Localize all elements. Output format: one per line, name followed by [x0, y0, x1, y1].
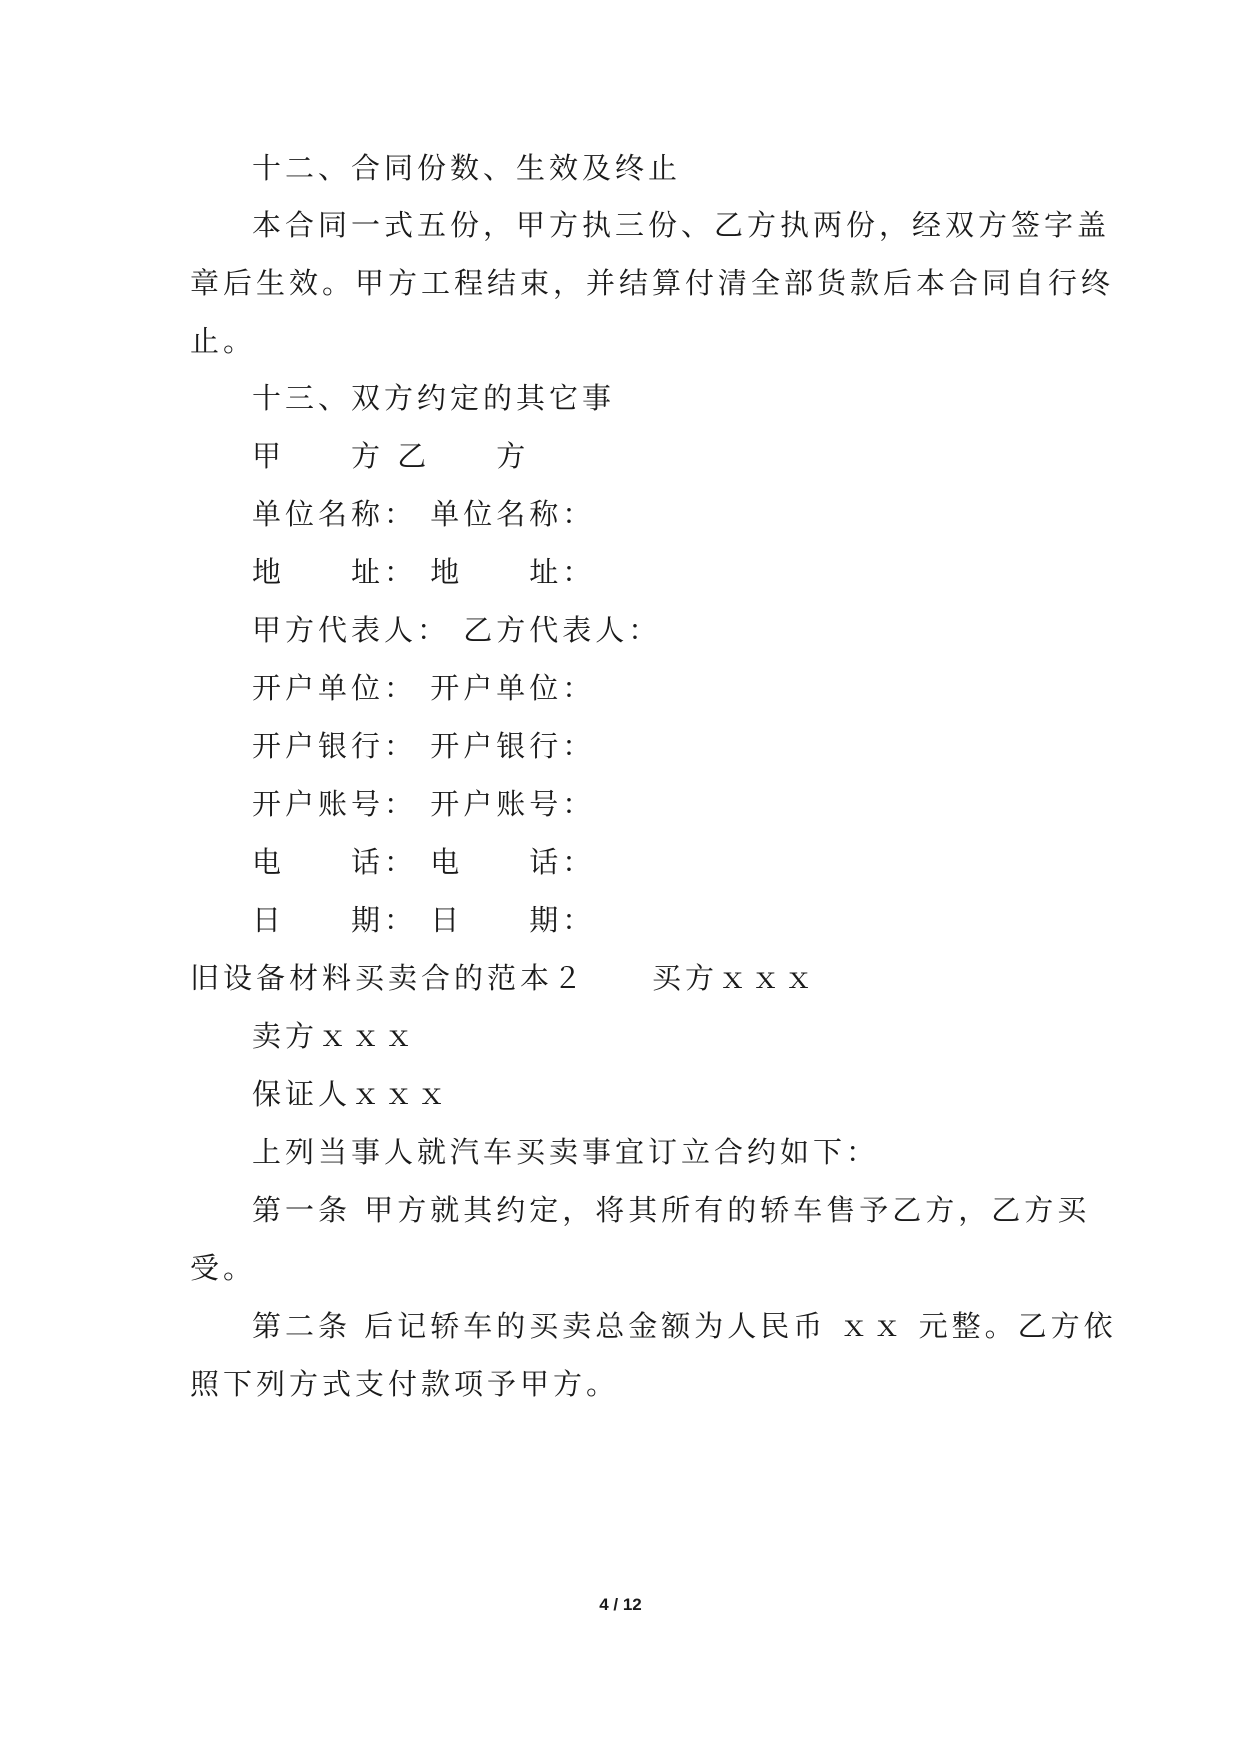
signature-field-line: 电 话： 电 话： [252, 845, 596, 879]
section-heading-12: 十二、合同份数、生效及终止 [252, 151, 682, 185]
party-line: 卖方ｘｘｘ [252, 1019, 418, 1053]
signature-field-line: 开户银行： 开户银行： [252, 729, 596, 763]
signature-field-line: 地 址： 地 址： [252, 555, 596, 589]
signature-field-line: 开户账号： 开户账号： [252, 787, 596, 821]
article-2-line: 照下列方式支付款项予甲方。 [190, 1367, 620, 1401]
signature-field-line: 甲方代表人： 乙方代表人： [252, 613, 662, 647]
paragraph-line: 上列当事人就汽车买卖事宜订立合约如下： [252, 1135, 880, 1169]
article-2-line: 第二条 后记轿车的买卖总金额为人民币 ｘｘ 元整。乙方依 [252, 1309, 1117, 1343]
article-1-line: 第一条 甲方就其约定，将其所有的轿车售予乙方，乙方买 [252, 1193, 1091, 1227]
paragraph-line: 章后生效。甲方工程结束，并结算付清全部货款后本合同自行终 [190, 266, 1115, 300]
party-line: 保证人ｘｘｘ [252, 1077, 451, 1111]
signature-field-line: 单位名称： 单位名称： [252, 497, 596, 531]
signature-field-line: 开户单位： 开户单位： [252, 671, 596, 705]
party-header-line: 甲 方 乙 方 [252, 439, 530, 473]
page-number: 4 / 12 [599, 1595, 642, 1614]
paragraph-line: 本合同一式五份，甲方执三份、乙方执两份，经双方签字盖 [252, 208, 1111, 242]
paragraph-line: 止。 [190, 324, 257, 358]
section-heading-13: 十三、双方约定的其它事 [252, 381, 616, 415]
article-1-line: 受。 [190, 1251, 257, 1285]
sample-title-line: 旧设备材料买卖合的范本２ 买方ｘｘｘ [190, 961, 818, 995]
signature-field-line: 日 期： 日 期： [252, 903, 596, 937]
